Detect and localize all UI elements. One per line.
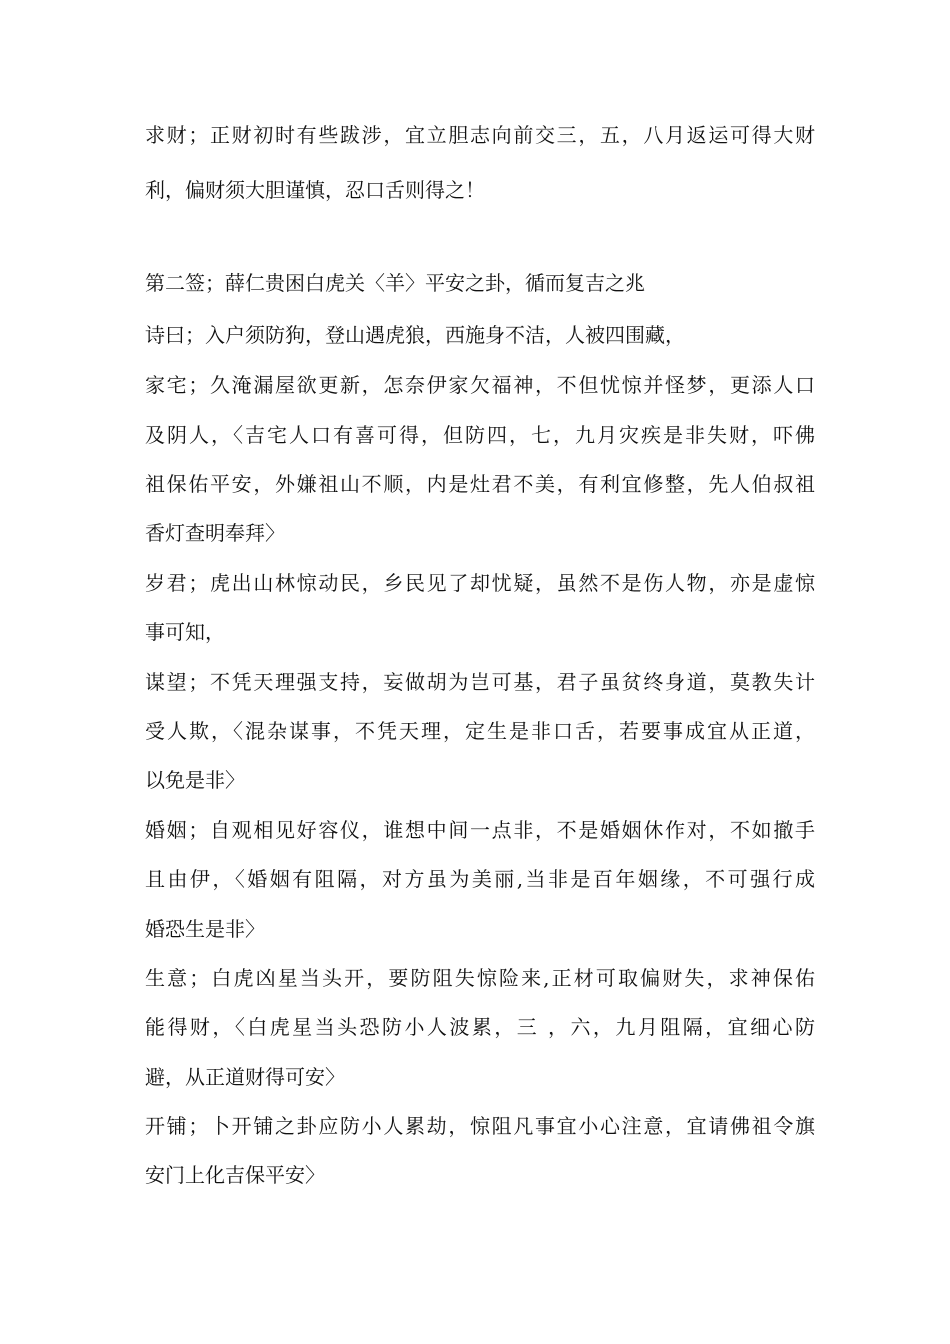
text-line: 求财；正财初时有些跋涉，宜立胆志向前交三，五，八月返运可得大财 xyxy=(145,123,815,147)
text-line: 祖保佑平安，外嫌祖山不顺，内是灶君不美，有利宜修整，先人伯叔祖 xyxy=(145,472,815,496)
text-line: 事可知， xyxy=(145,620,225,644)
text-line: 开铺；卜开铺之卦应防小人累劫，惊阻凡事宜小心注意，宜请佛祖令旗 xyxy=(145,1114,815,1138)
text-line: 生意；白虎凶星当头开，要防阻失惊险来,正材可取偏财失，求神保佑 xyxy=(145,966,815,990)
text-line: 安门上化吉保平安〉 xyxy=(145,1163,325,1187)
section-heading: 第二签；薛仁贵困白虎关〈羊〉平安之卦，循而复吉之兆 xyxy=(145,271,645,295)
text-line: 家宅；久淹漏屋欲更新，怎奈伊家欠福神，不但忧惊并怪梦，更添人口 xyxy=(145,373,815,397)
text-line: 诗曰；入户须防狗，登山遇虎狼，西施身不洁，人被四围藏， xyxy=(145,323,685,347)
text-line: 婚恐生是非〉 xyxy=(145,917,265,941)
text-line: 谋望；不凭天理强支持，妄做胡为岂可基，君子虽贫终身道，莫教失计 xyxy=(145,670,815,694)
text-line: 能得财，〈白虎星当头恐防小人波累，三 ，六，九月阻隔，宜细心防 xyxy=(145,1015,815,1039)
text-line: 受人欺，〈混杂谋事，不凭天理，定生是非口舌，若要事成宜从正道， xyxy=(145,719,815,743)
text-line: 香灯查明奉拜〉 xyxy=(145,521,285,545)
text-line: 及阴人，〈吉宅人口有喜可得，但防四，七，九月灾疾是非失财，吓佛 xyxy=(145,423,815,447)
text-line: 婚姻；自观相见好容仪，谁想中间一点非，不是婚姻休作对，不如撤手 xyxy=(145,818,815,842)
text-line: 利，偏财须大胆谨慎，忍口舌则得之！ xyxy=(145,178,485,202)
text-line: 岁君；虎出山林惊动民，乡民见了却忧疑，虽然不是伤人物，亦是虚惊 xyxy=(145,571,815,595)
text-line: 且由伊，〈婚姻有阻隔，对方虽为美丽,当非是百年姻缘，不可强行成 xyxy=(145,867,815,891)
text-line: 以免是非〉 xyxy=(145,768,245,792)
text-line: 避，从正道财得可安〉 xyxy=(145,1065,345,1089)
